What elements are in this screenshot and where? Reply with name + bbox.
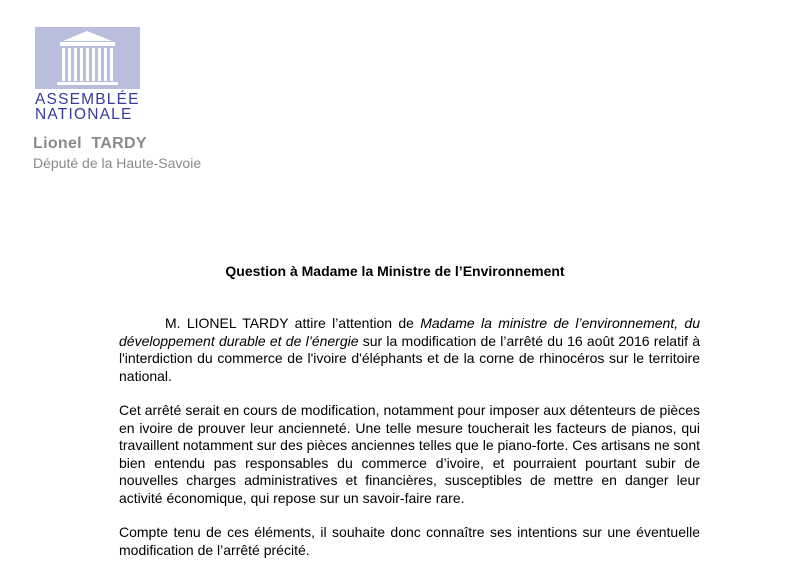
- logo-text: [35, 92, 140, 122]
- assemblee-nationale-logo: [35, 27, 140, 122]
- deputy-name: Lionel TARDY: [33, 135, 147, 152]
- palais-bourbon-icon: [35, 27, 140, 89]
- paragraph-1-end: sur la modification de l’arrêté du 16 août 2016 relatif à l'interdiction du commerce de l'ivoire d'éléphants et de la corne de rhinocéros sur le territoire national.: [119, 332, 701, 384]
- question-title: Question à Madame la Ministre de l’Environnement: [225, 263, 565, 279]
- paragraph-1: [119, 315, 700, 385]
- paragraph-2: Cet arrêté serait en cours de modification, notamment pour imposer aux détenteurs de pièces en ivoire de prouver leur ancienneté. Une telle mesure toucherait les facteurs de pianos, qui travaillent notamment sur des pièces anciennes telles que le piano-forte. Ces artisans ne sont bien entendu pas responsables du commerce d’ivoire, et pourraient pourtant subir de nouvelles charges administratives et financières, susceptibles de mettre en danger leur activité économique, qui repose sur un savoir-faire rare.: [119, 402, 700, 506]
- logo-line-2: NATIONALE: [35, 106, 133, 123]
- paragraph-3: Compte tenu de ces éléments, il souhaite donc connaître ses intentions sur une éventuelle modification de l’arrêté précité.: [119, 524, 700, 558]
- paragraph-1-start: M. LIONEL TARDY attire l’attention de: [165, 315, 421, 331]
- deputy-title: Député de la Haute-Savoie: [33, 155, 202, 171]
- logo-line-1: ASSEMBLÉE: [35, 91, 140, 108]
- question-body: [119, 315, 700, 576]
- minister-reference: Madame la ministre de l’environnement, du développement durable et de l’énergie: [119, 315, 700, 349]
